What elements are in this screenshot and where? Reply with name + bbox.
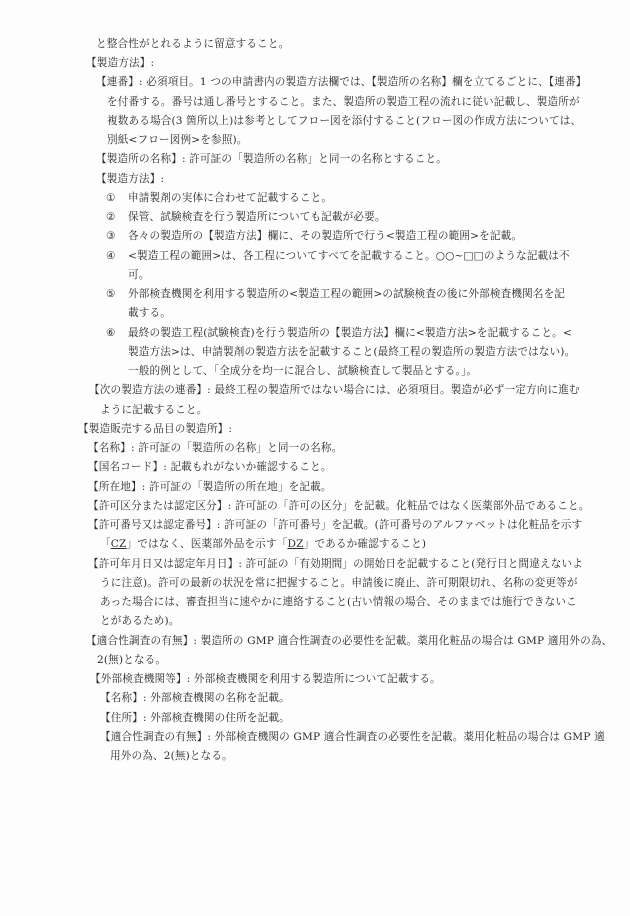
text-line: 【外部検査機関等】: 外部検査機関を利用する製造所について記載する。 [90, 673, 441, 685]
text-line: 【許可年月日又は認定年月日】: 許可証の「有効期間」の開始日を記載すること(発行日と間違えないよ [88, 558, 583, 570]
text-line: 保管、試験検査を行う製造所についても記載が必要。 [128, 211, 386, 223]
list-number: ⑤ [106, 288, 116, 300]
text-line: 用外の為、2(無)となる。 [110, 750, 233, 762]
text-line: とがあるため)。 [100, 615, 180, 627]
text-line: 外部検査機関を利用する製造所の<製造工程の範囲>の試験検査の後に外部検査機関名を記 [128, 288, 566, 300]
text-line: 別紙<フロー図例>を参照)。 [107, 134, 248, 146]
text-line: 【名称】: 許可証の「製造所の名称」と同一の名称。 [88, 442, 343, 454]
text-line: 申請製剤の実体に合わせて記載すること。 [128, 192, 333, 204]
text-line: あった場合には、審査担当に速やかに連絡すること(古い情報の場合、そのままでは施行できないこ [100, 596, 577, 608]
text-line: 【許可番号又は認定番号】: 許可証の「許可番号」を記載。(許可番号のアルファベットは化粧品を示す [88, 519, 583, 531]
text-line: 【連番】: 必須項目。1 つの申請書内の製造方法欄では、【製造所の名称】欄を立てるごとに、【連番】 [96, 76, 587, 88]
text-line: 【国名コード】: 記載もれがないか確認すること。 [88, 461, 332, 473]
text-line: と整合性がとれるように留意すること。 [96, 38, 290, 50]
text-line: 載する。 [128, 307, 171, 319]
text-line: 【住所】: 外部検査機関の住所を記載。 [100, 712, 290, 724]
text-line: 【所在地】: 許可証の「製造所の所在地」を記載。 [88, 481, 332, 493]
text-line: 最終の製造工程(試験検査)を行う製造所の【製造方法】欄に<製造方法>を記載すること。< [128, 327, 572, 339]
list-number: ③ [106, 230, 116, 242]
text-line: ように記載すること。 [100, 404, 208, 416]
text-line: うに注意)。許可の最新の状況を常に把握すること。申請後に廃止、許可期限切れ、名称の変更等が [100, 577, 578, 589]
list-number: ② [106, 211, 116, 223]
text-line: 「CZ」ではなく、医薬部外品を示す「DZ」であるか確認すること) [100, 538, 427, 550]
text-line: 【適合性調査の有無】: 外部検査機関の GMP 適合性調査の必要性を記載。薬用化粧品の場合は GMP 適 [100, 731, 605, 743]
list-number: ⑥ [106, 327, 116, 339]
text-line: 【適合性調査の有無】: 製造所の GMP 適合性調査の必要性を記載。薬用化粧品の場合は GMP 適用外の為、 [86, 635, 613, 647]
text-line: 複数ある場合(3 箇所以上)は参考としてフロー図を添付すること(フロー図の作成方法については、 [107, 115, 582, 127]
text-line: 【製造販売する品目の製造所】: [78, 423, 233, 435]
text-line: 【名称】: 外部検査機関の名称を記載。 [100, 692, 290, 704]
text-line: を付番する。番号は通し番号とすること。また、製造所の製造工程の流れに従い記載し、製造所が [107, 96, 580, 108]
text-line: 一般的例として、「全成分を均一に混合し、試験検査して製品とする。」。 [128, 365, 478, 377]
text-line: 各々の製造所の【製造方法】欄に、その製造所で行う<製造工程の範囲>を記載。 [128, 230, 523, 242]
text-line: 【製造方法】: [96, 173, 165, 185]
text-line: 【製造所の名称】: 許可証の「製造所の名称」と同一の名称とすること。 [96, 153, 448, 165]
list-number: ① [106, 192, 116, 204]
text-line: 可。 [128, 269, 150, 281]
list-number: ④ [106, 250, 116, 262]
text-line: 製造方法>は、申請製剤の製造方法を記載すること(最終工程の製造所の製造方法ではない)。 [128, 346, 576, 358]
text-line: 【次の製造方法の連番】: 最終工程の製造所ではない場合には、必須項目。製造が必ず一定方向に進む [89, 384, 580, 396]
text-line: 【許可区分または認定区分】: 許可証の「許可の区分」を記載。化粧品ではなく医薬部外品であること。 [88, 500, 590, 512]
text-line: 【製造方法】: [86, 57, 155, 69]
text-line: <製造工程の範囲>は、各工程についてすべてを記載すること。○○~□□のような記載は不 [128, 250, 570, 262]
text-line: 2(無)となる。 [97, 654, 167, 666]
